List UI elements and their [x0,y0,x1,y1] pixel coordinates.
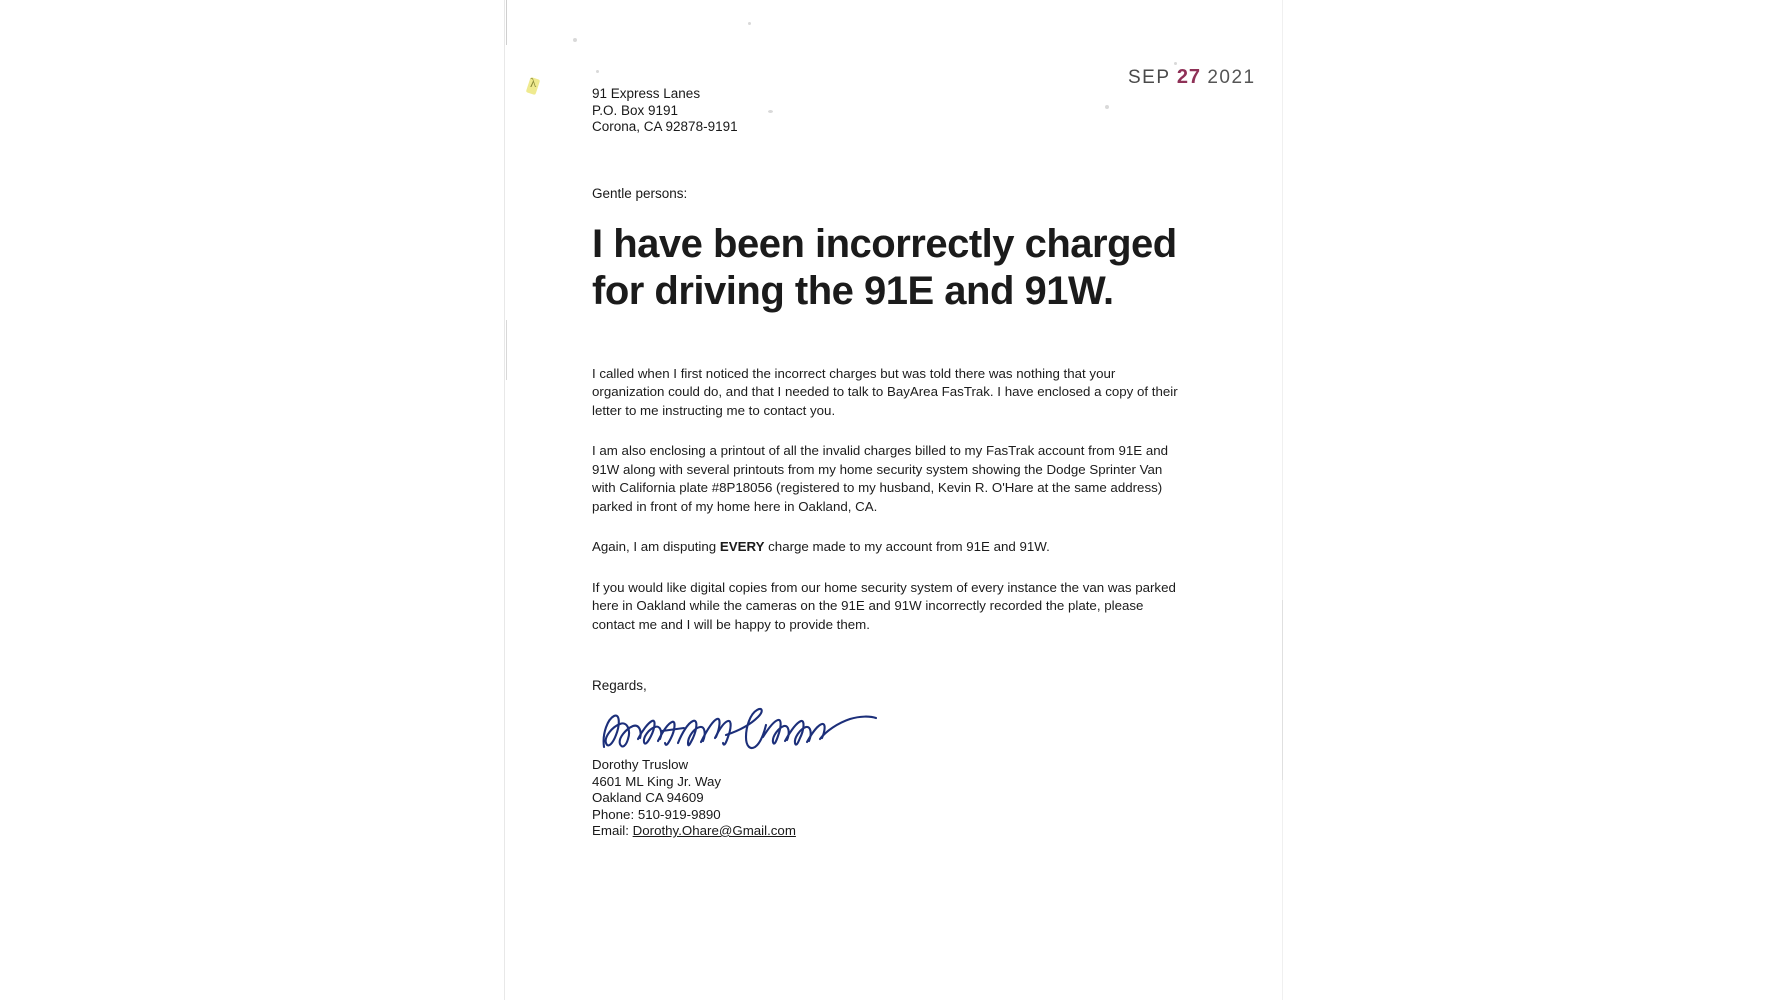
scan-fold-line [1282,0,1283,1000]
signer-city-state-zip: Oakland CA 94609 [592,790,704,805]
signature [598,697,1202,759]
scan-speck [1174,62,1177,65]
scan-fold-line [504,0,505,1000]
recipient-address [592,86,1202,136]
dispute-emphasis: EVERY [719,539,765,554]
paragraph-3: If you would like digital copies from our home security system of every instance the van was parked here in Oakland while the cameras on the 91E and 91W incorrectly recorded the plate, please contact me and I will be happy to provide them. [592,579,1176,632]
recipient-line-2: P.O. Box 9191 [592,102,679,118]
signer-name: Dorothy Truslow [592,757,689,772]
scan-fold-line [506,0,507,45]
scan-speck [596,70,599,73]
salutation: Gentle persons: [592,185,688,201]
date-stamp-month: SEP [1128,67,1171,88]
signer-details [592,757,1202,840]
email-link[interactable]: Dorothy.Ohare@Gmail.com [632,823,796,838]
email-label: Email: [592,823,633,838]
headline: I have been incorrectly charged for driving the 91E and 91W. [592,221,1177,313]
signer-phone: Phone: 510-919-9890 [592,806,721,822]
paragraph-1: I called when I first noticed the incorrect charges but was told there was nothing that your organization could do, and that I needed to talk to BayArea FasTrak. I have enclosed a copy of their letter to me instructing me to contact you. [592,365,1178,418]
signer-email-row [592,823,1202,840]
paragraph-2: I am also enclosing a printout of all the invalid charges billed to my FasTrak account from 91E and 91W along with several printouts from my home security system showing the Dodge Sprinter Van with California plate #8P18056 (registered to my husband, Kevin R. O'Hare at the same address) parked in front of my home here in Oakland, CA. [592,443,1168,514]
scan-speck [748,22,751,25]
recipient-line-3: Corona, CA 92878-9191 [592,119,738,134]
date-stamp-day: 27 [1176,66,1202,88]
pen-mark: λ [530,75,537,90]
recipient-line-1: 91 Express Lanes [592,86,701,101]
letter-body [592,86,1202,840]
scan-fold-line [1282,600,1283,780]
closing: Regards, [592,678,647,693]
signer-address: 4601 ML King Jr. Way [592,773,722,789]
date-stamp-year: 2021 [1207,67,1256,88]
dispute-text-before: Again, I am disputing [592,539,720,554]
dispute-text-after: charge made to my account from 91E and 91W. [764,539,1050,554]
scan-fold-line [506,320,507,380]
scan-speck [573,38,577,42]
paragraph-dispute [592,538,1184,557]
